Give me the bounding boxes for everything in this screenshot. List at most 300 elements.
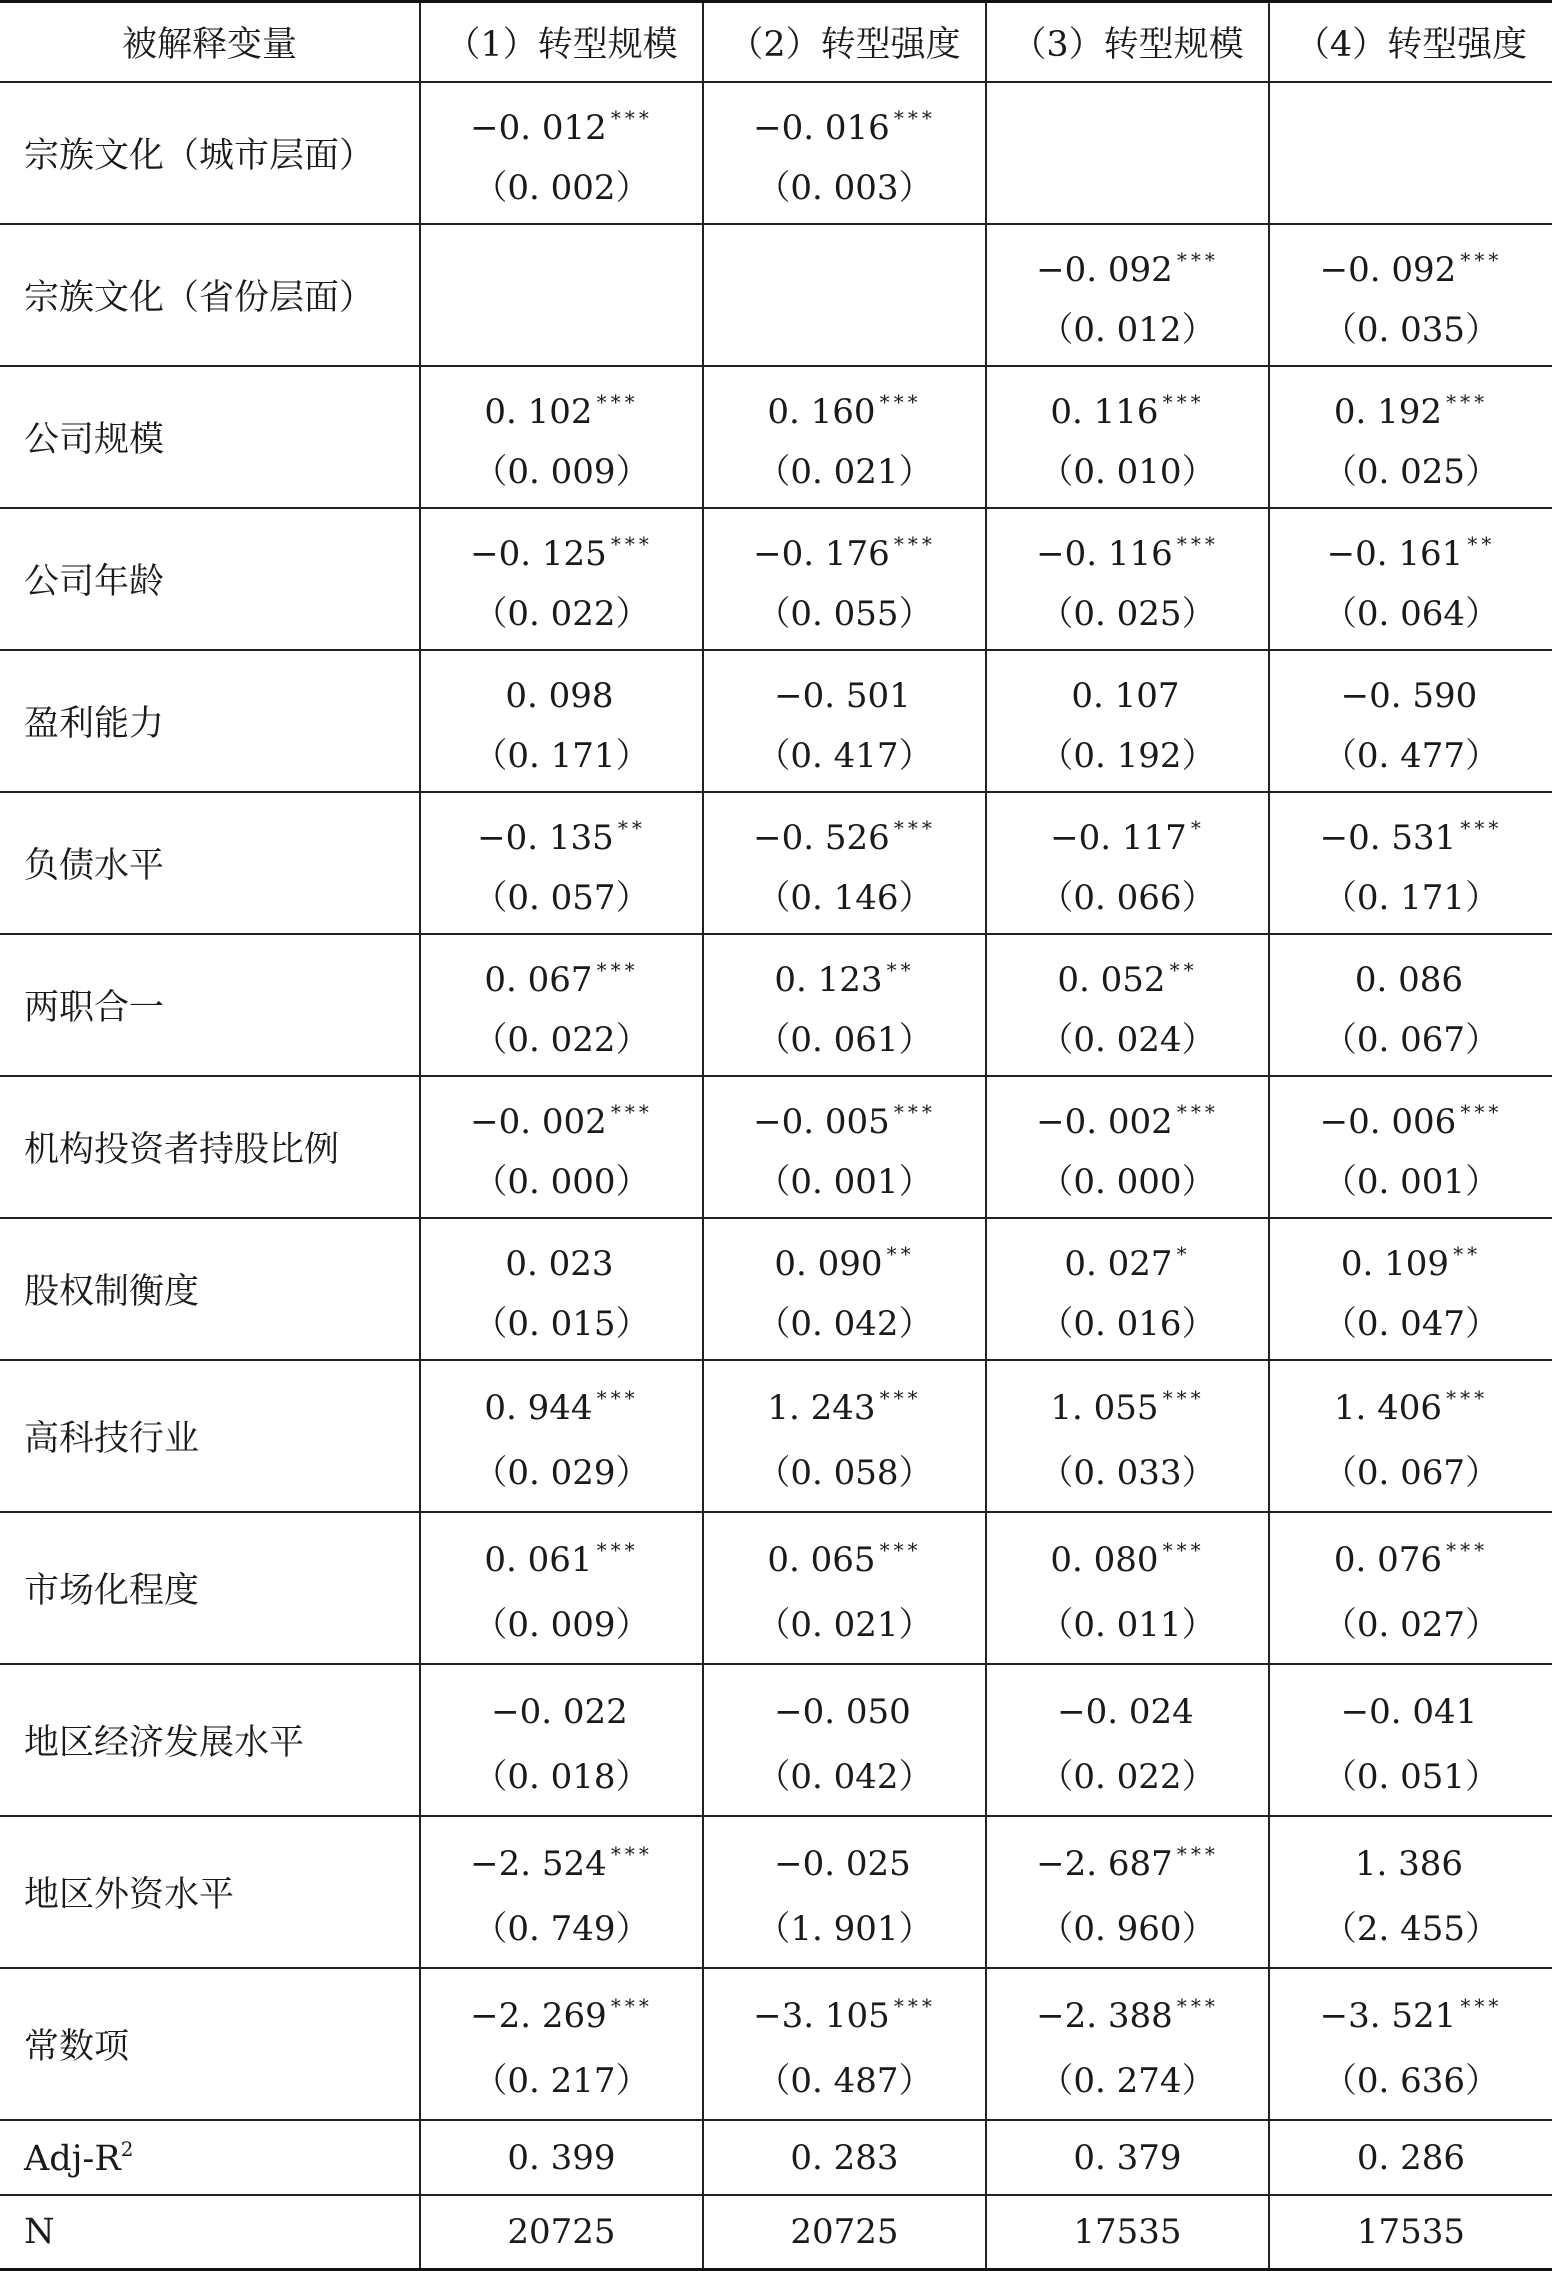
coefficient-value: −0. 006	[1319, 1102, 1457, 1142]
coefficient-value: −0. 161	[1326, 534, 1464, 574]
table-cell	[986, 1968, 1269, 2120]
table-cell: 0. 379	[986, 2120, 1269, 2195]
coefficient	[1270, 1665, 1552, 1740]
significance-stars: ***	[1446, 1386, 1489, 1410]
standard-error	[704, 295, 985, 365]
coefficient	[421, 1969, 702, 2044]
standard-error: （0. 061）	[756, 1020, 933, 1060]
table-cell	[703, 1664, 986, 1816]
coefficient-value: −0. 501	[774, 676, 911, 716]
table-row	[0, 1816, 1552, 1968]
coefficient-value: 0. 102	[484, 392, 593, 432]
row-label: 股权制衡度	[0, 1218, 420, 1360]
coefficient	[421, 1513, 702, 1588]
table-cell	[420, 792, 703, 934]
table-cell: 0. 286	[1269, 2120, 1552, 2195]
standard-error: （0. 960）	[1039, 1909, 1216, 1949]
significance-stars: ***	[1446, 390, 1489, 414]
standard-error: （0. 749）	[473, 1909, 650, 1949]
header-dependent-variable: 被解释变量	[0, 2, 420, 83]
standard-error: （0. 487）	[756, 2061, 933, 2101]
significance-stars: ***	[1460, 816, 1503, 840]
coefficient	[987, 367, 1268, 437]
table-cell	[703, 224, 986, 366]
table-cell	[986, 1076, 1269, 1218]
standard-error: （0. 047）	[1322, 1304, 1500, 1344]
standard-error: （0. 022）	[473, 594, 650, 634]
coefficient	[704, 225, 985, 295]
header-col-3: （3）转型规模	[986, 2, 1269, 83]
table-cell	[986, 508, 1269, 650]
coefficient	[987, 83, 1268, 153]
header-col-2: （2）转型强度	[703, 2, 986, 83]
coefficient-value: 1. 386	[1354, 1844, 1464, 1884]
significance-stars: ***	[893, 1994, 936, 2018]
significance-stars: ***	[893, 1100, 936, 1124]
table-cell	[1269, 934, 1552, 1076]
coefficient-value: −0. 002	[1036, 1102, 1173, 1142]
table-cell	[1269, 1218, 1552, 1360]
table-cell	[420, 650, 703, 792]
standard-error	[987, 153, 1268, 223]
standard-error: （0. 021）	[756, 452, 933, 492]
table-row	[0, 1968, 1552, 2120]
standard-error: （0. 016）	[1039, 1304, 1216, 1344]
standard-error: （0. 051）	[1322, 1757, 1500, 1797]
significance-stars: ***	[893, 816, 936, 840]
significance-stars: ***	[879, 1538, 922, 1562]
standard-error: （0. 146）	[756, 878, 933, 918]
coefficient-value: −0. 176	[753, 534, 890, 574]
standard-error: （0. 064）	[1322, 594, 1500, 634]
standard-error: （0. 000）	[473, 1162, 650, 1202]
coefficient	[987, 1665, 1268, 1740]
coefficient-value: −0. 025	[774, 1844, 911, 1884]
standard-error: （0. 010）	[1039, 452, 1216, 492]
table-cell	[420, 82, 703, 224]
table-cell	[1269, 1664, 1552, 1816]
standard-error: （0. 025）	[1322, 452, 1500, 492]
standard-error: （0. 001）	[756, 1162, 933, 1202]
coefficient-value: −0. 117	[1050, 818, 1187, 858]
coefficient	[987, 1817, 1268, 1892]
coefficient-value: 0. 061	[484, 1540, 593, 1580]
table-cell	[703, 650, 986, 792]
standard-error: （0. 217）	[473, 2061, 650, 2101]
coefficient	[421, 1817, 702, 1892]
standard-error: （0. 024）	[1039, 1020, 1216, 1060]
coefficient-value: 0. 052	[1057, 960, 1166, 1000]
coefficient-value: −2. 524	[470, 1844, 607, 1884]
table-cell	[420, 1360, 703, 1512]
coefficient-value: −0. 002	[470, 1102, 607, 1142]
table-row	[0, 82, 1552, 224]
n-label: N	[0, 2195, 420, 2270]
table-cell	[1269, 1076, 1552, 1218]
coefficient-value: 1. 055	[1050, 1388, 1159, 1428]
standard-error: （1. 901）	[756, 1909, 933, 1949]
significance-stars: ***	[1162, 390, 1205, 414]
significance-stars: ***	[1176, 1842, 1219, 1866]
standard-error: （0. 025）	[1039, 594, 1216, 634]
standard-error: （0. 022）	[473, 1020, 650, 1060]
adj-r2-row	[0, 2120, 1552, 2195]
table-row	[0, 224, 1552, 366]
coefficient	[704, 793, 985, 863]
significance-stars: ***	[610, 1100, 653, 1124]
coefficient-value: −0. 116	[1036, 534, 1173, 574]
table-cell	[1269, 224, 1552, 366]
coefficient	[421, 1665, 702, 1740]
table-cell	[703, 366, 986, 508]
standard-error: （0. 067）	[1322, 1453, 1500, 1493]
table-cell	[1269, 366, 1552, 508]
table-cell	[420, 1218, 703, 1360]
table-cell	[1269, 1816, 1552, 1968]
table-cell	[1269, 1512, 1552, 1664]
table-cell	[1269, 82, 1552, 224]
table-cell	[986, 1218, 1269, 1360]
standard-error	[1270, 153, 1552, 223]
standard-error: （0. 417）	[756, 736, 933, 776]
significance-stars: ***	[893, 532, 936, 556]
table-cell	[420, 1968, 703, 2120]
table-row	[0, 650, 1552, 792]
coefficient	[704, 1665, 985, 1740]
standard-error: （0. 003）	[756, 168, 933, 208]
row-label: 市场化程度	[0, 1512, 420, 1664]
table-cell	[986, 366, 1269, 508]
significance-stars: ***	[1176, 1994, 1219, 2018]
row-label: 宗族文化（省份层面）	[0, 224, 420, 366]
coefficient	[704, 935, 985, 1005]
coefficient	[704, 1969, 985, 2044]
table-cell	[1269, 508, 1552, 650]
coefficient	[987, 1077, 1268, 1147]
coefficient	[1270, 1219, 1552, 1289]
coefficient	[421, 935, 702, 1005]
significance-stars: ***	[596, 1386, 639, 1410]
coefficient-value: 0. 027	[1064, 1244, 1173, 1284]
table-cell	[420, 1664, 703, 1816]
row-label	[0, 2120, 420, 2195]
coefficient	[1270, 1969, 1552, 2044]
coefficient	[1270, 225, 1552, 295]
table-cell	[703, 1076, 986, 1218]
table-cell	[703, 792, 986, 934]
coefficient	[1270, 1077, 1552, 1147]
coefficient-value: −0. 590	[1340, 676, 1478, 716]
table-cell	[703, 1218, 986, 1360]
significance-stars: ***	[1176, 248, 1219, 272]
header-row	[0, 2, 1552, 83]
standard-error: （0. 067）	[1322, 1020, 1500, 1060]
coefficient	[421, 1361, 702, 1436]
coefficient	[704, 1817, 985, 1892]
coefficient-value: 0. 192	[1333, 392, 1443, 432]
coefficient	[987, 935, 1268, 1005]
coefficient	[987, 509, 1268, 579]
table-cell	[986, 82, 1269, 224]
table-cell	[420, 224, 703, 366]
standard-error: （0. 009）	[473, 1605, 650, 1645]
row-label: 公司规模	[0, 366, 420, 508]
table-cell	[420, 366, 703, 508]
significance-stars: ***	[879, 390, 922, 414]
table-cell	[986, 650, 1269, 792]
coefficient	[704, 509, 985, 579]
coefficient-value: 0. 123	[774, 960, 883, 1000]
coefficient	[1270, 793, 1552, 863]
table-row	[0, 1512, 1552, 1664]
table-cell	[420, 508, 703, 650]
coefficient-value: 0. 944	[484, 1388, 593, 1428]
significance-stars: ***	[1446, 1538, 1489, 1562]
coefficient-value: 0. 160	[767, 392, 876, 432]
table-cell	[420, 1076, 703, 1218]
coefficient-value: −0. 125	[470, 534, 607, 574]
table-cell	[703, 508, 986, 650]
table-cell	[986, 1512, 1269, 1664]
standard-error: （0. 022）	[1039, 1757, 1216, 1797]
table-cell: 0. 283	[703, 2120, 986, 2195]
table-cell	[986, 1816, 1269, 1968]
significance-stars: ***	[1460, 1994, 1503, 2018]
coefficient-value: −2. 388	[1036, 1996, 1173, 2036]
table-row	[0, 1664, 1552, 1816]
coefficient	[704, 83, 985, 153]
coefficient-value: −0. 135	[477, 818, 614, 858]
standard-error: （0. 636）	[1322, 2061, 1500, 2101]
table-cell	[1269, 1360, 1552, 1512]
standard-error: （0. 066）	[1039, 878, 1216, 918]
coefficient	[1270, 367, 1552, 437]
coefficient-value: 0. 023	[505, 1244, 614, 1284]
coefficient-value: 0. 067	[484, 960, 593, 1000]
coefficient	[704, 1513, 985, 1588]
row-label: 机构投资者持股比例	[0, 1076, 420, 1218]
adj-r2-superscript: 2	[120, 2136, 134, 2161]
significance-stars: ***	[1460, 1100, 1503, 1124]
coefficient-value: −0. 092	[1036, 250, 1173, 290]
coefficient	[1270, 1817, 1552, 1892]
significance-stars: ***	[1460, 248, 1503, 272]
standard-error: （0. 057）	[473, 878, 650, 918]
table-cell: 0. 399	[420, 2120, 703, 2195]
coefficient	[421, 367, 702, 437]
standard-error: （0. 274）	[1039, 2061, 1216, 2101]
coefficient	[1270, 1513, 1552, 1588]
standard-error: （0. 001）	[1322, 1162, 1500, 1202]
standard-error: （0. 171）	[473, 736, 650, 776]
standard-error: （0. 477）	[1322, 736, 1500, 776]
table-body	[0, 82, 1552, 2120]
standard-error: （0. 033）	[1039, 1453, 1216, 1493]
significance-stars: ***	[610, 1842, 653, 1866]
coefficient-value: −0. 041	[1340, 1692, 1478, 1732]
coefficient-value: 0. 107	[1071, 676, 1180, 716]
coefficient	[704, 1219, 985, 1289]
coefficient	[1270, 935, 1552, 1005]
coefficient-value: −3. 521	[1319, 1996, 1457, 2036]
n-row	[0, 2195, 1552, 2270]
standard-error: （0. 000）	[1039, 1162, 1216, 1202]
standard-error: （0. 058）	[756, 1453, 933, 1493]
coefficient-value: −0. 022	[491, 1692, 628, 1732]
significance-stars: ***	[596, 1538, 639, 1562]
coefficient	[704, 651, 985, 721]
coefficient	[987, 1513, 1268, 1588]
table-cell: 20725	[420, 2195, 703, 2270]
coefficient-value: 0. 098	[505, 676, 614, 716]
table-cell	[420, 934, 703, 1076]
coefficient-value: −0. 024	[1057, 1692, 1194, 1732]
significance-stars: ***	[596, 958, 639, 982]
row-label: 两职合一	[0, 934, 420, 1076]
table-row	[0, 934, 1552, 1076]
table-cell: 17535	[986, 2195, 1269, 2270]
coefficient-value: −0. 005	[753, 1102, 890, 1142]
significance-stars: ***	[1162, 1538, 1205, 1562]
standard-error: （0. 192）	[1039, 736, 1216, 776]
coefficient-value: 1. 406	[1333, 1388, 1443, 1428]
significance-stars: *	[1190, 816, 1205, 840]
coefficient-value: −2. 269	[470, 1996, 607, 2036]
standard-error: （0. 029）	[473, 1453, 650, 1493]
table-cell	[703, 934, 986, 1076]
table-cell	[703, 1512, 986, 1664]
row-label: 盈利能力	[0, 650, 420, 792]
coefficient	[987, 225, 1268, 295]
coefficient-value: 0. 086	[1354, 960, 1464, 1000]
coefficient	[421, 651, 702, 721]
coefficient-value: −0. 092	[1319, 250, 1457, 290]
significance-stars: ***	[1162, 1386, 1205, 1410]
standard-error: （2. 455）	[1322, 1909, 1500, 1949]
coefficient-value: 0. 109	[1340, 1244, 1450, 1284]
table-cell	[703, 1968, 986, 2120]
standard-error	[421, 295, 702, 365]
coefficient-value: −0. 012	[470, 108, 607, 148]
row-label: 常数项	[0, 1968, 420, 2120]
coefficient-value: 0. 080	[1050, 1540, 1159, 1580]
coefficient-value: −0. 050	[774, 1692, 911, 1732]
significance-stars: **	[617, 816, 646, 840]
coefficient-value: −0. 016	[753, 108, 890, 148]
standard-error: （0. 018）	[473, 1757, 650, 1797]
standard-error: （0. 171）	[1322, 878, 1500, 918]
coefficient	[987, 1969, 1268, 2044]
row-label: 地区经济发展水平	[0, 1664, 420, 1816]
significance-stars: ***	[893, 106, 936, 130]
significance-stars: ***	[610, 106, 653, 130]
header-col-1: （1）转型规模	[420, 2, 703, 83]
coefficient-value: −0. 526	[753, 818, 890, 858]
significance-stars: *	[1176, 1242, 1191, 1266]
significance-stars: **	[1467, 532, 1496, 556]
table-cell: 17535	[1269, 2195, 1552, 2270]
standard-error: （0. 055）	[756, 594, 933, 634]
coefficient	[1270, 83, 1552, 153]
table-row	[0, 1360, 1552, 1512]
table-cell	[1269, 792, 1552, 934]
table-row	[0, 1076, 1552, 1218]
significance-stars: **	[886, 958, 915, 982]
coefficient	[704, 1077, 985, 1147]
table-cell	[986, 1360, 1269, 1512]
coefficient-value: 0. 065	[767, 1540, 876, 1580]
coefficient-value: −3. 105	[753, 1996, 890, 2036]
coefficient-value: −2. 687	[1036, 1844, 1173, 1884]
table-cell	[703, 1360, 986, 1512]
coefficient-value: −0. 531	[1319, 818, 1457, 858]
standard-error: （0. 015）	[473, 1304, 650, 1344]
coefficient	[704, 1361, 985, 1436]
coefficient	[421, 83, 702, 153]
significance-stars: ***	[879, 1386, 922, 1410]
table-cell	[986, 224, 1269, 366]
coefficient	[421, 793, 702, 863]
significance-stars: ***	[1176, 1100, 1219, 1124]
significance-stars: **	[1453, 1242, 1482, 1266]
table-row	[0, 792, 1552, 934]
table-cell	[986, 792, 1269, 934]
row-label: 宗族文化（城市层面）	[0, 82, 420, 224]
row-label: 公司年龄	[0, 508, 420, 650]
significance-stars: ***	[610, 532, 653, 556]
standard-error: （0. 009）	[473, 452, 650, 492]
table-cell	[703, 82, 986, 224]
coefficient	[1270, 1361, 1552, 1436]
coefficient	[987, 1219, 1268, 1289]
table-cell	[1269, 1968, 1552, 2120]
coefficient-value: 0. 090	[774, 1244, 883, 1284]
table-row	[0, 508, 1552, 650]
row-label: 负债水平	[0, 792, 420, 934]
row-label: 高科技行业	[0, 1360, 420, 1512]
table-cell	[420, 1512, 703, 1664]
table-cell	[986, 1664, 1269, 1816]
coefficient	[421, 1219, 702, 1289]
coefficient	[987, 1361, 1268, 1436]
coefficient	[421, 1077, 702, 1147]
coefficient	[987, 651, 1268, 721]
coefficient-value: 0. 116	[1050, 392, 1159, 432]
significance-stars: **	[886, 1242, 915, 1266]
standard-error: （0. 011）	[1039, 1605, 1216, 1645]
coefficient	[987, 793, 1268, 863]
coefficient	[1270, 651, 1552, 721]
coefficient	[421, 509, 702, 579]
row-label: 地区外资水平	[0, 1816, 420, 1968]
significance-stars: ***	[610, 1994, 653, 2018]
table-cell	[986, 934, 1269, 1076]
adj-r2-label: Adj-R	[24, 2138, 121, 2179]
standard-error: （0. 021）	[756, 1605, 933, 1645]
table-cell	[1269, 650, 1552, 792]
standard-error: （0. 012）	[1039, 310, 1216, 350]
coefficient	[1270, 509, 1552, 579]
table-row	[0, 1218, 1552, 1360]
standard-error: （0. 042）	[756, 1757, 933, 1797]
coefficient	[704, 367, 985, 437]
coefficient-value: 0. 076	[1333, 1540, 1443, 1580]
standard-error: （0. 027）	[1322, 1605, 1500, 1645]
table-row	[0, 366, 1552, 508]
header-col-4: （4）转型强度	[1269, 2, 1552, 83]
significance-stars: ***	[1176, 532, 1219, 556]
table-cell	[703, 1816, 986, 1968]
